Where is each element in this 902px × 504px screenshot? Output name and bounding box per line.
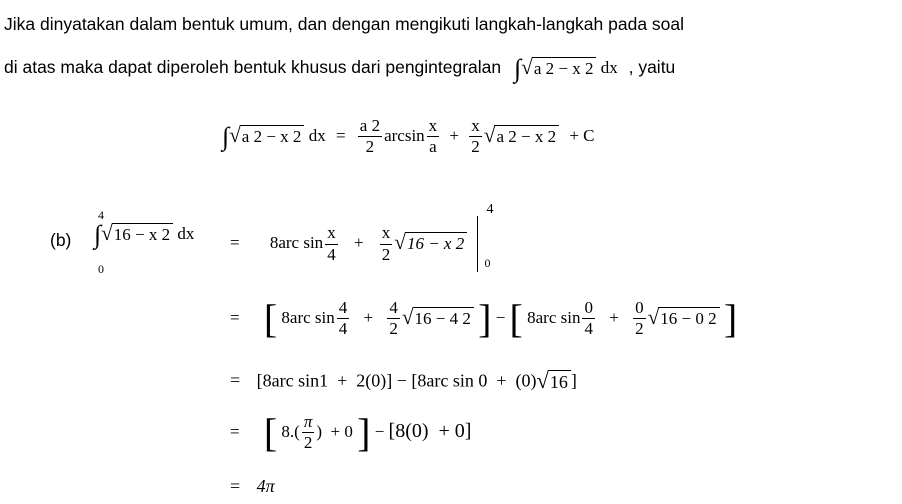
close-bracket: ] <box>357 409 371 455</box>
upper-limit: 4 <box>98 208 104 222</box>
intro-line-2-text: di atas maka dapat diperoleh bentuk khusus dari pengintegralan <box>4 56 502 77</box>
equals-sign: = <box>230 307 240 327</box>
step-2: = [8arc sin1 + 2(0)] − [8arc sin 0 + (0) √ 16 ] <box>230 368 577 393</box>
inline-dx: dx <box>600 57 618 77</box>
part-b-dx: dx <box>177 223 195 243</box>
step-3: = [ 8.( $\frac{\pi}{2}$ ) + 0 ] − [8(0) + 0] <box>230 409 472 455</box>
arcsin-coef: 8arc sin <box>269 232 324 252</box>
equals-sign: = <box>230 421 240 441</box>
part-b-radicand-2: 16 − x 2 <box>405 232 467 255</box>
bar-lower-limit: 0 <box>484 256 491 270</box>
fraction-a2-over-2: $\frac{a 2}{2}$ <box>359 116 381 157</box>
step-4 <box>230 476 275 497</box>
general-radicand-2: a 2 − x 2 <box>494 125 559 148</box>
equals-sign: = <box>230 476 241 496</box>
evaluation-bar <box>477 202 494 272</box>
step-1: = [ 8arc sin $\frac{4}{4}$ + $\frac{4}{2}$ √ 16 − 4 2 ] − [ 8arc sin $\frac{0}{4}$ + $\frac{0}{2}$ √ 16 − 0 2 ] <box>230 295 738 341</box>
equals-sign: = <box>230 370 241 391</box>
fraction-x-over-2: $\frac{x}{2}$ <box>471 116 480 157</box>
intro-tail: , yaitu <box>628 56 676 77</box>
integral-symbol: ∫ <box>514 54 522 83</box>
general-radicand: a 2 − x 2 <box>240 125 305 148</box>
intro-line-1: Jika dinyatakan dalam bentuk umum, dan dengan mengikuti langkah-langkah pada soal <box>4 14 685 34</box>
general-dx: dx <box>308 125 326 145</box>
part-b-result: = 8arc sin $\frac{x}{4}$ + $\frac{x}{2}$ √ 16 − x 2 4 0 <box>230 202 494 270</box>
open-bracket: [ <box>263 409 278 455</box>
inline-sqrt: √ a 2 − x 2 <box>521 57 596 80</box>
final-result: 4π <box>256 476 275 496</box>
open-bracket: [ <box>509 295 523 341</box>
integral-symbol: ∫ <box>222 121 230 151</box>
plus-sign: + <box>353 232 364 252</box>
close-bracket: ] <box>723 295 738 341</box>
integral-symbol: ∫ <box>94 220 102 249</box>
open-bracket: [ <box>263 295 278 341</box>
inline-radicand: a 2 − x 2 <box>532 57 597 80</box>
plus-sign: + <box>449 125 460 145</box>
part-b-radicand: 16 − x 2 <box>112 223 173 246</box>
part-b-integral: 4 0 ∫ √ 16 − x 2 dx <box>94 208 195 276</box>
arcsin-label: arcsin <box>384 125 425 145</box>
minus-sign: − <box>374 421 385 441</box>
general-equals: = <box>335 125 346 145</box>
close-bracket: ] <box>478 295 492 341</box>
general-formula: ∫ √ a 2 − x 2 dx = $\frac{a 2}{2}$ arcsin $\frac{x}{a}$ + $\frac{x}{2}$ √ a 2 − x 2 + C <box>222 116 595 157</box>
minus-sign: − <box>495 307 506 327</box>
lower-limit: 0 <box>98 262 104 276</box>
equals-sign: = <box>230 232 240 252</box>
constant-c: + C <box>569 125 595 145</box>
intro-line-2 <box>4 56 675 82</box>
bar-upper-limit: 4 <box>486 202 494 217</box>
fraction-x-over-a: $\frac{x}{a}$ <box>428 116 438 157</box>
inline-integral <box>514 56 618 82</box>
part-b-label: (b) <box>50 230 72 250</box>
